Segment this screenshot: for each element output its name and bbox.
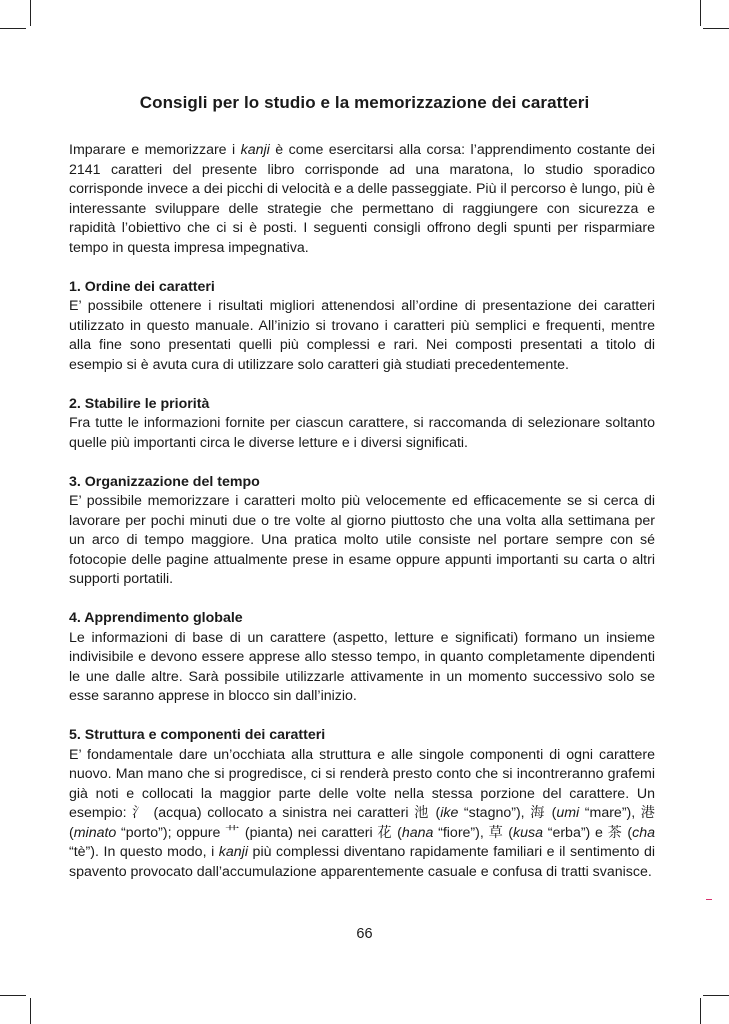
kanji-glyph: 氵 (132, 805, 148, 821)
crop-mark-top-left-vertical (30, 0, 31, 26)
kanji-glyph: 池 (414, 805, 430, 821)
kanji-reading: kusa (513, 824, 543, 841)
intro-paragraph (69, 141, 655, 258)
body-text: (pianta) nei caratteri (240, 824, 378, 841)
section-globale (69, 609, 655, 707)
kanji-glyph: 花 (377, 824, 393, 841)
margin-mark (706, 899, 712, 900)
intro-text: è come esercitarsi alla corsa: l’apprendimento costante dei 2141 caratteri del presente libro corrisponde ad una maratona, lo studio sporadico corrisponde invece a dei picchi di velocità e a delle passeggiate. Più il percorso è lungo, più è interessante sviluppare delle strategie che permettano di raggiungere con sicurezza e rapidità l’obiettivo che ci si è posti. I seguenti consigli offrono degli spunti per risparmiare tempo in questa impresa impegnativa. (69, 142, 655, 256)
body-text: ( (392, 824, 402, 841)
page-title: Consigli per lo studio e la memorizzazione dei caratteri (139, 93, 590, 112)
kanji-reading: minato (73, 824, 117, 841)
body-text: ( (546, 805, 557, 821)
section-ordine (69, 278, 655, 376)
section-heading: 1. Ordine dei caratteri (69, 278, 215, 295)
section-heading: 5. Struttura e componenti dei caratteri (69, 727, 326, 743)
section-body: Le informazioni di base di un carattere (aspetto, letture e significati) formano un insieme indivisibile e devono essere apprese allo stesso tempo, in quanto completamente dipendenti le une dalle altre. Sarà possibile utilizzarle attivamente in un momento successivo solo se esse saranno apprese in blocco sin dall’inizio. (69, 629, 655, 704)
crop-mark-top-right-horizontal (703, 28, 729, 29)
crop-mark-bottom-left-horizontal (0, 995, 26, 996)
kanji-meaning: “stagno”), (458, 805, 531, 821)
intro-text: Imparare e memorizzare i (69, 142, 241, 158)
kanji-meaning: “porto”); oppure (116, 824, 226, 841)
crop-mark-bottom-right-vertical (700, 998, 701, 1024)
kanji-reading: cha (632, 824, 655, 841)
crop-mark-top-right-vertical (700, 0, 701, 26)
body-text: più complessi diventano rapidamente familiari e il sentimento di spavento provocato dall’accumulazione apparentemente casuale e confusa di tratti svanisce. (69, 844, 655, 880)
kanji-glyph: 艹 (225, 824, 241, 841)
section-heading: 2. Stabilire le priorità (69, 395, 210, 412)
kanji-term: kanji (218, 844, 248, 860)
kanji-meaning: “erba”) e (542, 824, 608, 841)
section-body (69, 746, 655, 883)
crop-mark-top-left-horizontal (0, 28, 26, 29)
intro-kanji-term: kanji (240, 142, 270, 158)
body-text: (acqua) collocato a sinistra nei caratteri (147, 805, 415, 821)
crop-mark-bottom-left-vertical (30, 998, 31, 1024)
section-heading: 3. Organizzazione del tempo (69, 473, 260, 490)
kanji-reading: hana (401, 824, 434, 841)
body-text: ( (622, 824, 633, 841)
section-priorita (69, 395, 655, 454)
section-struttura (69, 726, 655, 882)
section-body: Fra tutte le informazioni fornite per ciascun carattere, si raccomanda di selezionare soltanto quelle più importanti circa le diverse letture e i diversi significati. (69, 415, 655, 451)
kanji-meaning: “fiore”), (433, 824, 489, 841)
body-text: E’ fondamentale dare un’occhiata alla struttura e alle singole componenti di ogni carattere nuovo. Man mano che si progredisce, ci si renderà presto conto che si incontreranno grafemi già noti e collocati la maggior parte delle volte nella stessa porzione del carattere. Un esempio: (69, 746, 655, 821)
kanji-reading: umi (556, 805, 580, 821)
kanji-glyph: 海 (530, 805, 547, 821)
section-body: E’ possibile ottenere i risultati migliori attenendosi all’ordine di presentazione dei caratteri utilizzato in questo manuale. All’inizio si trovano i caratteri più semplici e frequenti, mentre alla fine sono presentati quelli più complessi e rari. Nei composti presentati a titolo di esempio si è avuta cura di utilizzare solo caratteri già studiati precedentemente. (69, 298, 655, 373)
body-text: ( (429, 805, 441, 821)
section-body: E’ possibile memorizzare i caratteri molto più velocemente ed efficacemente se si cerca di lavorare per pochi minuti due o tre volte al giorno piuttosto che una volta alla settimana per un arco di tempo maggiore. Una pratica molto utile consiste nel portare sempre con sé fotocopie delle pagine attualmente prese in esame oppure appunti importanti su carta o altri supporti portatili. (69, 493, 655, 587)
page-content (69, 141, 655, 882)
body-text: ( (69, 824, 74, 841)
kanji-glyph: 草 (488, 824, 504, 841)
page-number: 66 (356, 926, 373, 942)
kanji-glyph: 港 (640, 805, 655, 821)
kanji-glyph: 茶 (607, 824, 623, 841)
section-heading: 4. Apprendimento globale (69, 610, 243, 626)
kanji-meaning: “mare”), (579, 805, 641, 821)
crop-mark-bottom-right-horizontal (703, 995, 729, 996)
kanji-meaning: “tè”). In questo modo, i (69, 844, 219, 860)
kanji-reading: ike (440, 805, 459, 821)
body-text: ( (503, 824, 514, 841)
section-tempo (69, 473, 655, 590)
